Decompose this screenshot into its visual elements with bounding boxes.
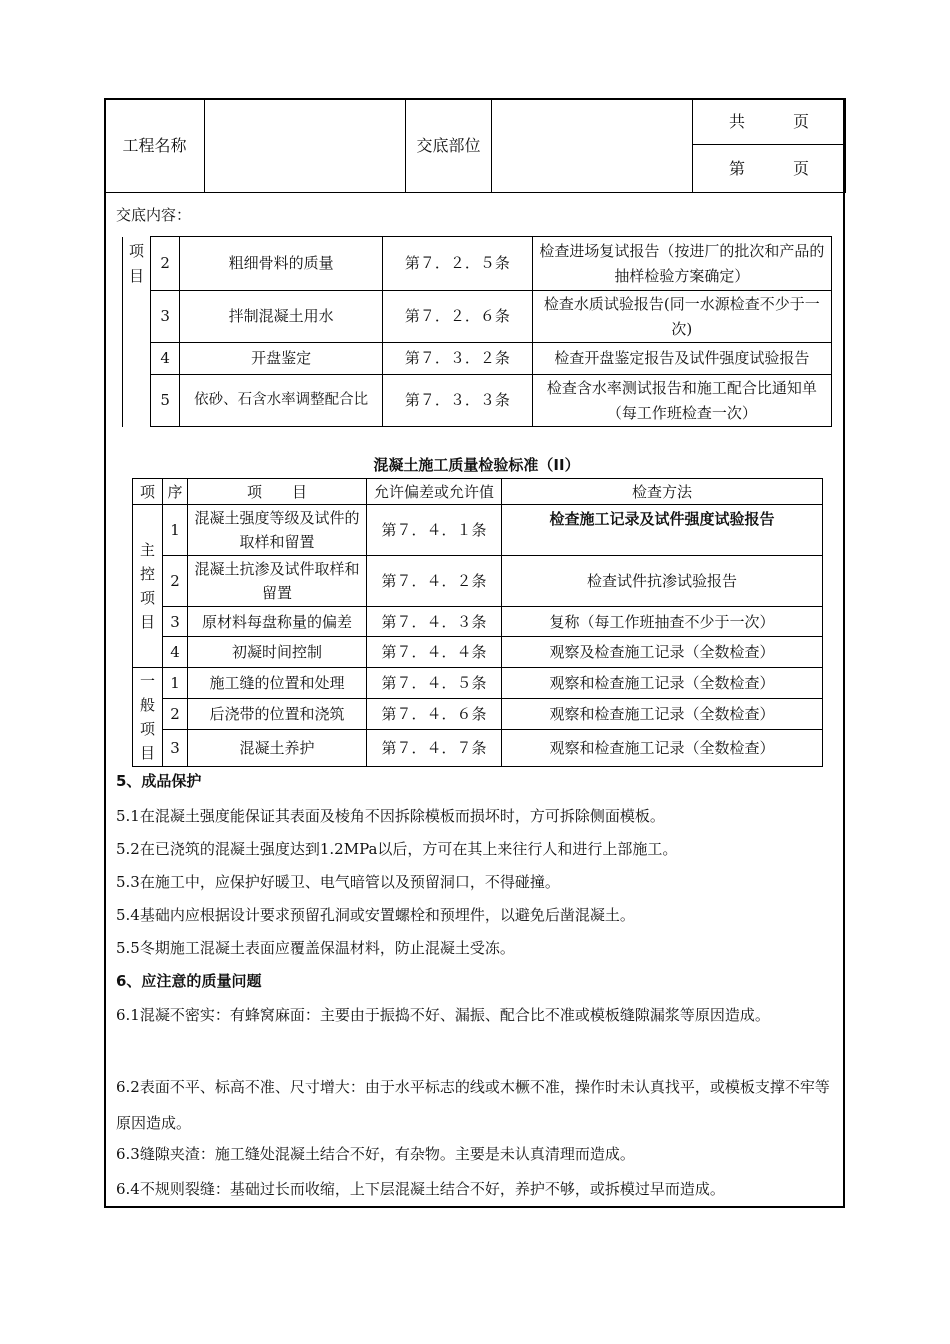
header-clause: 允许偏差或允许值 (367, 479, 502, 505)
row-clause: 第７．４．６条 (367, 699, 502, 730)
section5-item: 5.4基础内应根据设计要求预留孔洞或安置螺栓和预埋件，以避免后凿混凝土。 (116, 906, 635, 924)
row-method: 检查含水率测试报告和施工配合比通知单（每工作班检查一次） (532, 375, 831, 427)
inspection-table-1 (122, 236, 832, 427)
section5-item: 5.3在施工中，应保护好暖卫、电气暗管以及预留洞口，不得碰撞。 (116, 873, 560, 891)
row-item: 混凝土强度等级及试件的取样和留置 (188, 505, 367, 556)
row-no: 4 (163, 637, 188, 668)
row-item: 粗细骨料的质量 (180, 237, 383, 291)
content-label: 交底内容： (116, 206, 192, 224)
row-clause: 第７．３．３条 (383, 375, 533, 427)
row-clause: 第７．２．６条 (383, 291, 533, 343)
row-method: 观察及检查施工记录（全数检查） (502, 637, 823, 668)
row-clause: 第７．４．７条 (367, 730, 502, 767)
row-no: 2 (163, 699, 188, 730)
project-name-label: 工程名称 (105, 99, 205, 193)
row-item: 依砂、石含水率调整配合比 (180, 375, 383, 427)
group-general: 一般项目 (133, 668, 163, 767)
section6-item: 6.4不规则裂缝：基础过长而收缩，上下层混凝土结合不好，养护不够，或拆模过早而造成。 (116, 1180, 725, 1198)
row-no: 2 (163, 556, 188, 607)
page-number: 第 页 (693, 145, 846, 193)
row-clause: 第７．４．１条 (367, 505, 502, 556)
row-item: 混凝土养护 (188, 730, 367, 767)
row-item: 混凝土抗渗及试件取样和留置 (188, 556, 367, 607)
row-clause: 第７．４．４条 (367, 637, 502, 668)
header-method: 检查方法 (502, 479, 823, 505)
row-no: 1 (163, 668, 188, 699)
row-item: 施工缝的位置和处理 (188, 668, 367, 699)
row-clause: 第７．４．３条 (367, 607, 502, 637)
document-frame (104, 98, 845, 1208)
header-item: 项 目 (188, 479, 367, 505)
row-no: 1 (163, 505, 188, 556)
row-clause: 第７．４．２条 (367, 556, 502, 607)
header-group: 项 (133, 479, 163, 505)
row-no: 2 (151, 237, 180, 291)
section5-item: 5.1在混凝土强度能保证其表面及棱角不因拆除模板而损坏时，方可拆除侧面模板。 (116, 807, 665, 825)
section6-item: 6.2表面不平、标高不准、尺寸增大：由于水平标志的线或木橛不准，操作时未认真找平，或模板支撑不牢等原因造成。 (116, 1078, 830, 1132)
row-method: 检查试件抗渗试验报告 (502, 556, 823, 607)
row-item: 拌制混凝土用水 (180, 291, 383, 343)
row-item: 开盘鉴定 (180, 343, 383, 375)
section5-item: 5.5冬期施工混凝土表面应覆盖保温材料，防止混凝土受冻。 (116, 939, 515, 957)
group-main: 主控项目 (133, 505, 163, 668)
row-method: 检查开盘鉴定报告及试件强度试验报告 (532, 343, 831, 375)
section6-item: 6.3缝隙夹渣：施工缝处混凝土结合不好，有杂物。主要是未认真清理而造成。 (116, 1145, 635, 1163)
location-label: 交底部位 (406, 99, 492, 193)
table2-title: 混凝土施工质量检验标准（II） (373, 456, 580, 474)
row-no: 3 (151, 291, 180, 343)
row-clause: 第７．２．５条 (383, 237, 533, 291)
group-cell: 项目 (123, 237, 151, 427)
section6-title: 6、应注意的质量问题 (116, 972, 262, 990)
row-item: 原材料每盘称量的偏差 (188, 607, 367, 637)
section6-item: 6.1混凝不密实：有蜂窝麻面：主要由于振捣不好、漏振、配合比不准或模板缝隙漏浆等原因造成。 (116, 1006, 770, 1024)
row-method: 观察和检查施工记录（全数检查） (502, 730, 823, 767)
row-method: 检查水质试验报告(同一水源检查不少于一次) (532, 291, 831, 343)
inspection-table-2 (132, 478, 823, 767)
location-value[interactable] (492, 99, 693, 193)
row-clause: 第７．３．２条 (383, 343, 533, 375)
row-method: 检查施工记录及试件强度试验报告 (502, 505, 823, 556)
row-no: 3 (163, 730, 188, 767)
row-item: 后浇带的位置和浇筑 (188, 699, 367, 730)
row-clause: 第７．４．５条 (367, 668, 502, 699)
section5-title: 5、成品保护 (116, 772, 202, 790)
row-method: 观察和检查施工记录（全数检查） (502, 668, 823, 699)
row-no: 3 (163, 607, 188, 637)
section5-item: 5.2在已浇筑的混凝土强度达到1.2MPa以后，方可在其上来往行人和进行上部施工。 (116, 840, 678, 858)
row-method: 复称（每工作班抽查不少于一次） (502, 607, 823, 637)
project-name-value[interactable] (205, 99, 406, 193)
row-no: 5 (151, 375, 180, 427)
header-no: 序 (163, 479, 188, 505)
row-no: 4 (151, 343, 180, 375)
header-table (104, 98, 846, 193)
row-method: 检查进场复试报告（按进厂的批次和产品的抽样检验方案确定） (532, 237, 831, 291)
total-pages: 共 页 (693, 99, 846, 145)
row-item: 初凝时间控制 (188, 637, 367, 668)
row-method: 观察和检查施工记录（全数检查） (502, 699, 823, 730)
